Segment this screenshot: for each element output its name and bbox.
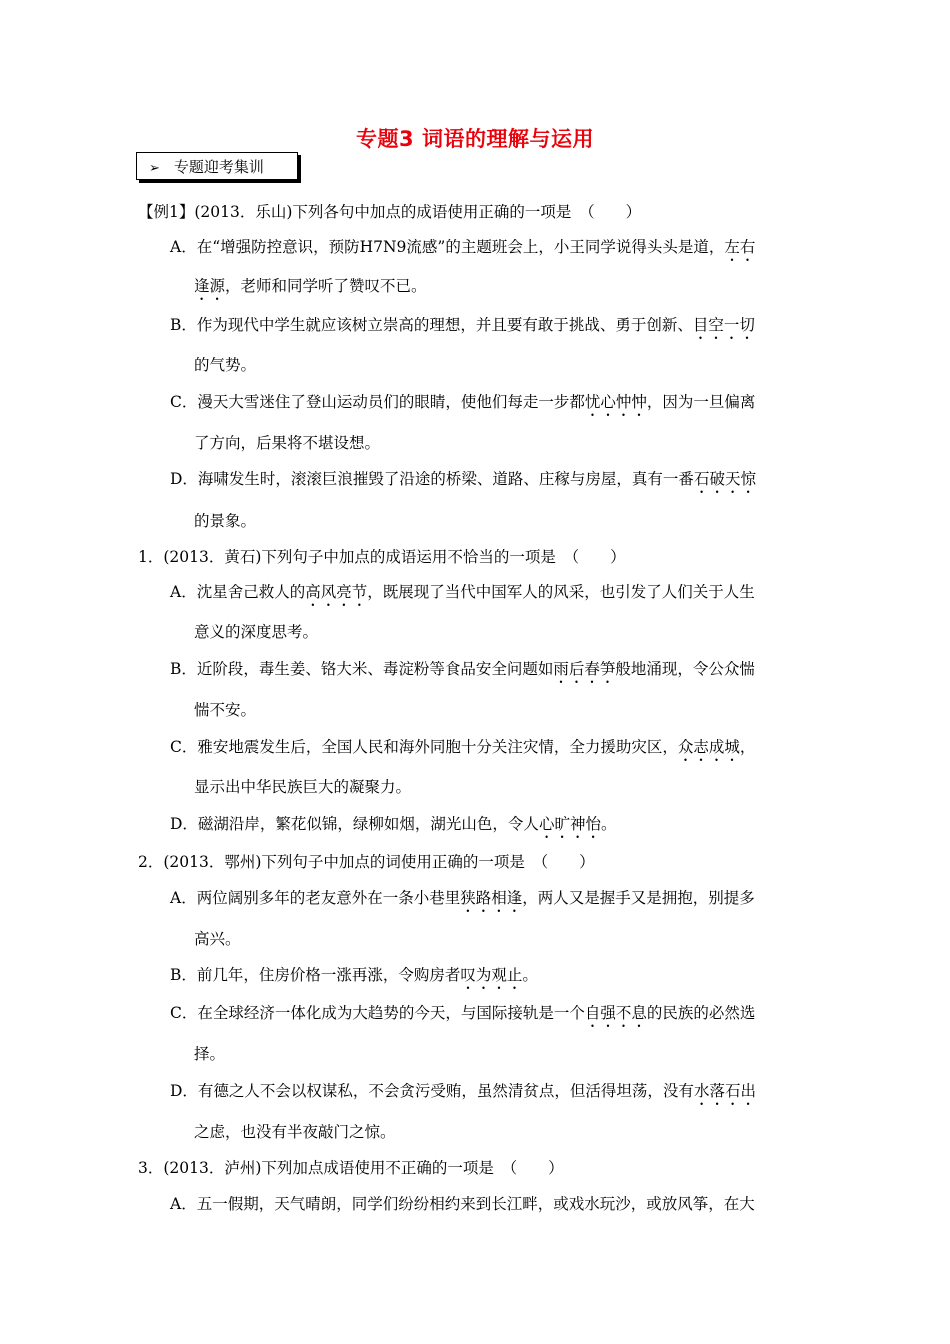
- option-a-line1: A．两位阔别多年的老友意外在一条小巷里狭路相逢，两人又是握手又是拥抱，别提多: [170, 889, 755, 907]
- dotted-idiom: 叹为观止: [460, 966, 523, 984]
- option-a-line2: 逢源，老师和同学听了赞叹不已。: [194, 277, 427, 295]
- option-c-line1: C．在全球经济一体化成为大趋势的今天，与国际接轨是一个自强不息的民族的必然选: [170, 1004, 756, 1022]
- option-b-line1: B．近阶段，毒生姜、铬大米、毒淀粉等食品安全问题如雨后春笋般地涌现，令公众惴: [170, 660, 755, 678]
- question-3-stem: 3．(2013．泸州)下列加点成语使用不正确的一项是 （ ）: [138, 1159, 564, 1177]
- dotted-idiom: 目空一切: [692, 316, 755, 334]
- dotted-idiom: 水落石出: [693, 1082, 756, 1100]
- option-b-line2: 惴不安。: [194, 701, 257, 719]
- option-a-line1: A．在“增强防控意识，预防H7N9流感”的主题班会上，小王同学说得头头是道，左右: [170, 238, 756, 256]
- option-d-line2: 之虑，也没有半夜敲门之惊。: [194, 1123, 396, 1141]
- option-a-line1: A．沈星舍己救人的高风亮节，既展现了当代中国军人的风采，也引发了人们关于人生: [170, 583, 755, 601]
- dotted-idiom: 石破天惊: [693, 470, 756, 488]
- dotted-idiom: 雨后春笋: [553, 660, 616, 678]
- option-d-line2: 的景象。: [194, 512, 257, 530]
- dotted-idiom: 心旷神怡: [538, 815, 601, 833]
- section-header: [136, 152, 298, 180]
- dotted-idiom: 狭路相逢: [460, 889, 523, 907]
- page-title: 专题3 词语的理解与运用: [356, 127, 594, 151]
- option-c-line2: 显示出中华民族巨大的凝聚力。: [194, 778, 412, 796]
- option-b-line1: B．作为现代中学生就应该树立崇高的理想，并且要有敢于挑战、勇于创新、目空一切: [170, 316, 755, 334]
- dotted-idiom: 高风亮节: [305, 583, 368, 601]
- option-b-line2: 的气势。: [194, 356, 257, 374]
- option-c-line1: C．雅安地震发生后，全国人民和海外同胞十分关注灾情，全力援助灾区，众志成城，: [170, 738, 756, 756]
- section-label: 专题迎考集训: [173, 158, 264, 176]
- option-c-line1: C．漫天大雪迷住了登山运动员们的眼睛，使他们每走一步都忧心忡忡，因为一旦偏离: [170, 393, 756, 411]
- dotted-idiom: 逢源: [194, 277, 226, 295]
- option-c-line2: 了方向，后果将不堪设想。: [194, 434, 381, 452]
- dotted-idiom: 自强不息: [584, 1004, 647, 1022]
- option-c-line2: 择。: [194, 1045, 226, 1063]
- option-d-line1: D．有德之人不会以权谋私，不会贪污受贿，虽然清贫点，但活得坦荡，没有水落石出: [170, 1082, 756, 1100]
- option-a-line2: 意义的深度思考。: [194, 623, 319, 641]
- option-d-line1: D．磁湖沿岸，繁花似锦，绿柳如烟，湖光山色，令人心旷神怡。: [170, 815, 617, 833]
- arrow-bullet-icon: ➢: [149, 161, 160, 176]
- dotted-idiom: 忧心忡忡: [584, 393, 647, 411]
- question-1-stem: 1．(2013．黄石)下列句子中加点的成语运用不恰当的一项是 （ ）: [138, 548, 626, 566]
- option-a-line2: 高兴。: [194, 930, 241, 948]
- question-2-stem: 2．(2013．鄂州)下列句子中加点的词使用正确的一项是 （ ）: [138, 853, 595, 871]
- option-b-line1: B．前几年，住房价格一涨再涨，令购房者叹为观止。: [170, 966, 538, 984]
- option-d-line1: D．海啸发生时，滚滚巨浪摧毁了沿途的桥梁、道路、庄稼与房屋，真有一番石破天惊: [170, 470, 756, 488]
- option-a-line1: A．五一假期，天气晴朗，同学们纷纷相约来到长江畔，或戏水玩沙，或放风筝，在大: [170, 1195, 755, 1213]
- dotted-idiom: 众志成城: [677, 738, 740, 756]
- example-question-stem: 【例1】(2013．乐山)下列各句中加点的成语使用正确的一项是 （ ）: [138, 203, 642, 221]
- dotted-idiom: 左右: [724, 238, 756, 256]
